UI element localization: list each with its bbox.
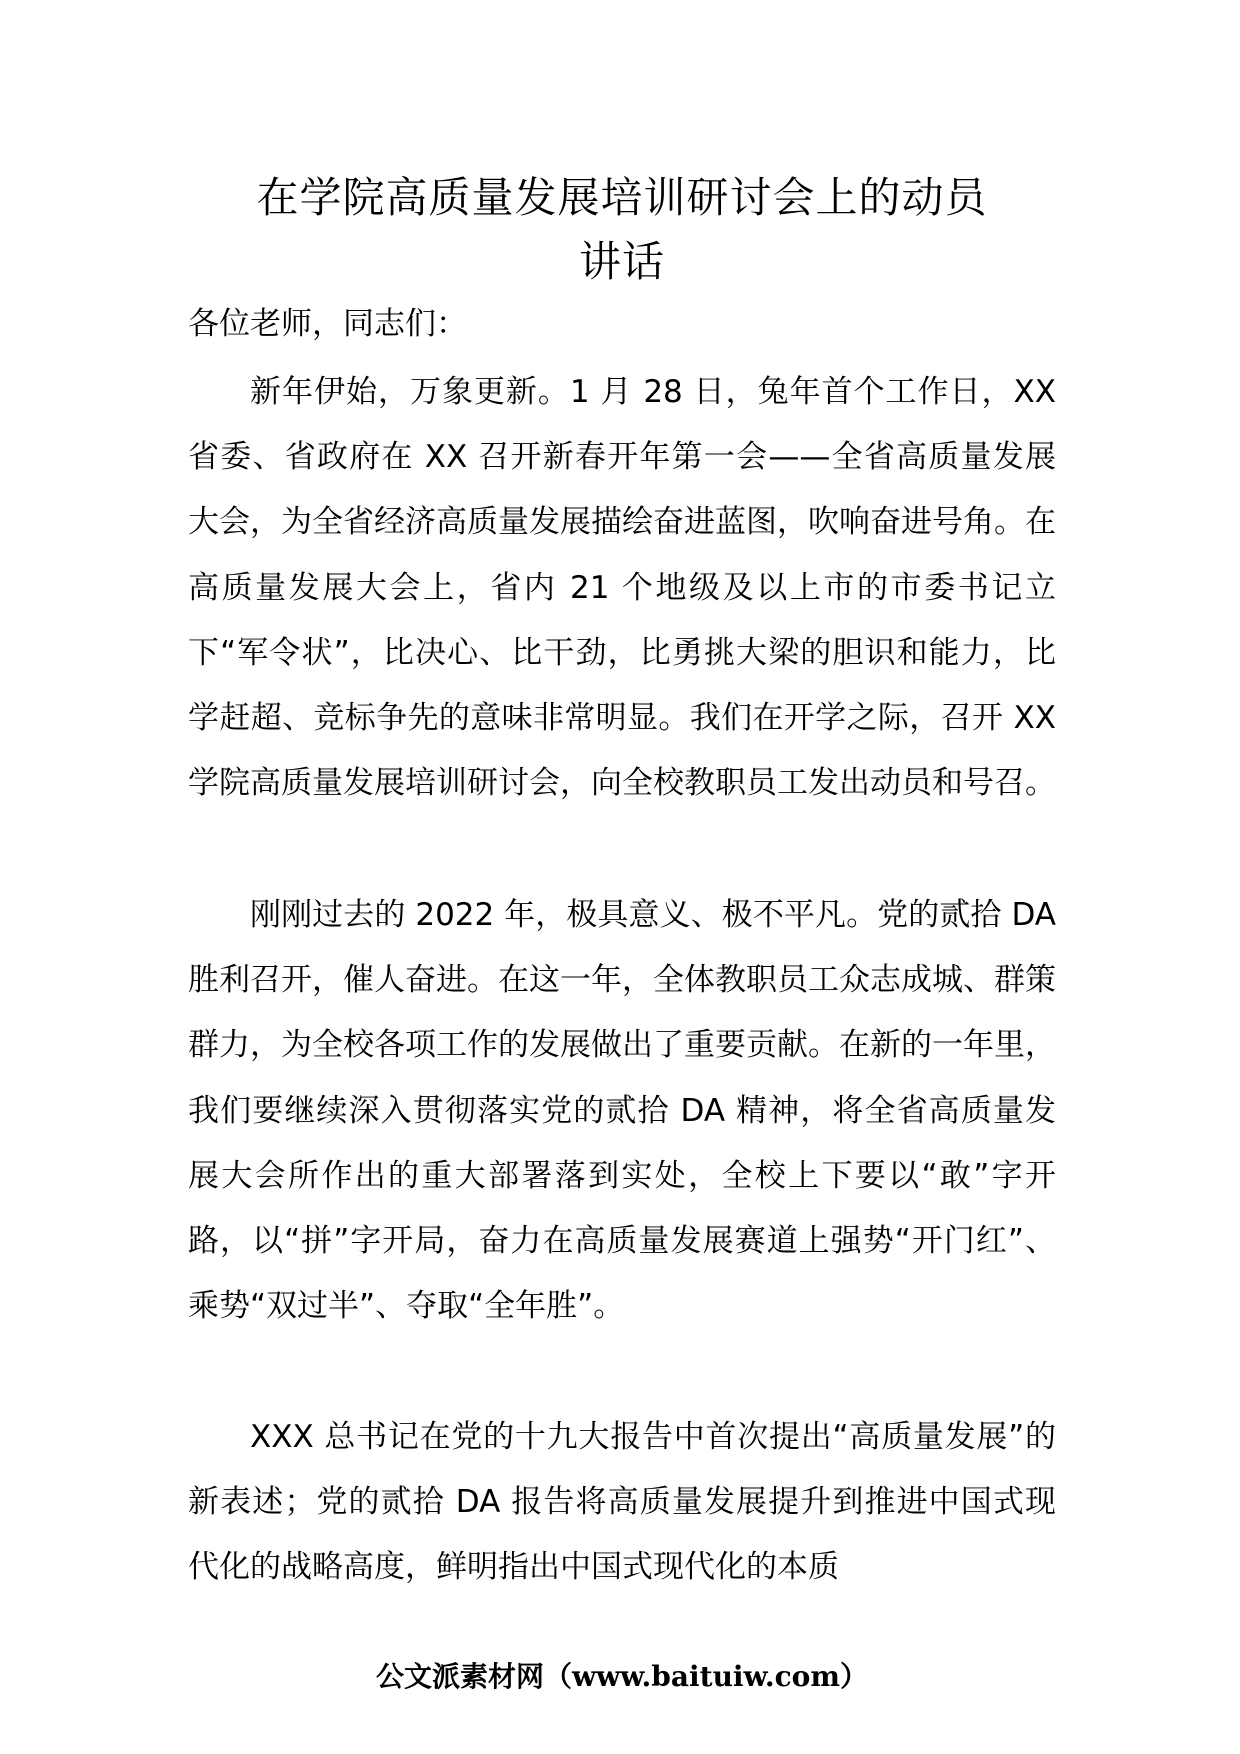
document-title-line-1: 在学院高质量发展培训研讨会上的动员 [256,173,988,222]
document-title-line-2: 讲话 [578,237,665,286]
footer-watermark-text: 公文派素材网（www.baituiw.com） [376,1660,868,1693]
paragraph-2: 刚刚过去的 2022 年，极具意义、极不平凡。党的贰拾 DA 胜利召开，催人奋进。在这一年，全体教职员工众志成城、群策群力，为全校各项工作的发展做出了重要贡献。在新的一年里，我们要继续深入贯彻落实党的贰拾 DA 精神，将全省高质量发展大会所作出的重大部署落到实处，全校上下要以“敢”字开路，以“拼”字开局，奋力在高质量发展赛道上强势“开门红”、乘势“双过半”、夺取“全年胜”。 [188,897,1056,1325]
salutation: 各位老师，同志们： [188,306,467,342]
paragraph-1: 新年伊始，万象更新。1 月 28 日，兔年首个工作日，XX 省委、省政府在 XX 召开新春开年第一会——全省高质量发展大会，为全省经济高质量发展描绘奋进蓝图，吹响奋进号角。在高质量发展大会上，省内 21 个地级及以上市的市委书记立下“军令状”，比决心、比干劲，比勇挑大梁的胆识和能力，比学赶超、竞标争先的意味非常明显。我们在开学之际，召开 XX 学院高质量发展培训研讨会，向全校教职员工发出动员和号召。 [188,374,1056,802]
paragraph-3: XXX 总书记在党的十九大报告中首次提出“高质量发展”的新表述；党的贰拾 DA 报告将高质量发展提升到推进中国式现代化的战略高度，鲜明指出中国式现代化的本质 [188,1419,1056,1586]
